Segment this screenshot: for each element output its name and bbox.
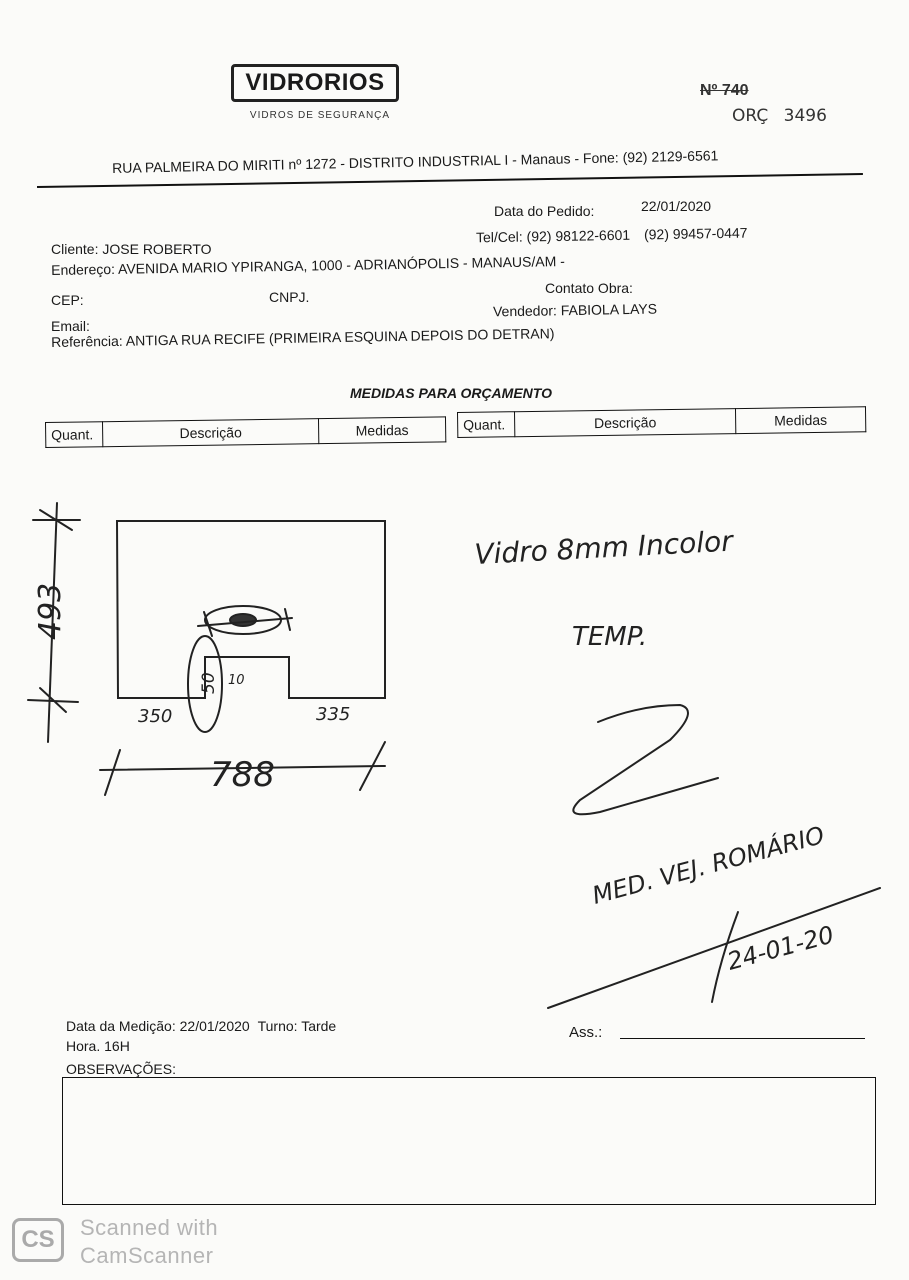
seller-value: FABIOLA LAYS — [560, 300, 658, 319]
time-field — [66, 1038, 130, 1054]
watermark-line-1: Scanned with — [80, 1215, 219, 1240]
document-number: Nº 740 — [700, 82, 749, 99]
cutout-small-value: 10 — [228, 673, 245, 688]
time-label: Hora. — [66, 1038, 101, 1054]
seller-label: Vendedor: — [492, 302, 557, 320]
address-value: AVENIDA MARIO YPIRANGA, 1000 - ADRIANÓPOLIS - MANAUS/AM - — [117, 253, 565, 277]
measure-date-value: 22/01/2020 — [179, 1018, 250, 1034]
phone-value-2: (92) 99457-0447 — [643, 224, 748, 243]
camscanner-watermark — [80, 1214, 218, 1270]
signature-line-field — [620, 1038, 865, 1039]
signature-label: Ass.: — [569, 1024, 603, 1041]
right-offset-value: 335 — [316, 704, 351, 725]
col-qty: Quant. — [46, 422, 103, 448]
phone-label: Tel/Cel: — [475, 228, 523, 246]
watermark-line-2: CamScanner — [80, 1243, 214, 1268]
shift-value: Tarde — [301, 1018, 337, 1034]
observations-label: OBSERVAÇÕES: — [66, 1061, 176, 1077]
strike-mark — [573, 705, 718, 814]
reference-value: ANTIGA RUA RECIFE (PRIMEIRA ESQUINA DEPOIS DO DETRAN) — [125, 325, 555, 349]
width-value: 788 — [210, 755, 275, 795]
cnpj-label: CNPJ. — [269, 289, 310, 305]
col-measures: Medidas — [318, 417, 445, 444]
height-tick-bottom — [28, 688, 78, 712]
logo-tagline: VIDROS DE SEGURANÇA — [249, 110, 391, 121]
note-tempered: TEMP. — [572, 622, 648, 652]
camscanner-logo: CS — [12, 1218, 64, 1262]
measure-date-field — [66, 1018, 336, 1034]
reference-label: Referência: — [51, 332, 123, 350]
hole-mark — [230, 614, 256, 626]
time-value: 16H — [104, 1038, 130, 1054]
height-value: 493 — [33, 582, 68, 640]
company-address: RUA PALMEIRA DO MIRITI nº 1272 - DISTRITO INDUSTRIAL I - Manaus - Fone: (92) 2129-6561 — [112, 147, 719, 176]
note-glass-spec: Vidro 8mm Incolor — [473, 524, 734, 571]
note-measured-by: MED. VEJ. ROMÁRIO — [589, 820, 828, 910]
col-measures: Medidas — [735, 407, 865, 434]
address-label: Endereço: — [51, 260, 116, 278]
client-label: Cliente: — [51, 241, 99, 257]
measure-date-label: Data da Medição: — [66, 1018, 176, 1034]
email-label: Email: — [51, 318, 90, 334]
glass-outline — [117, 521, 385, 698]
observations-box — [62, 1077, 876, 1205]
shift-label: Turno: — [257, 1018, 298, 1034]
col-qty: Quant. — [458, 412, 515, 438]
phone-value-1: (92) 98122-6601 — [526, 226, 631, 245]
col-description: Descrição — [103, 419, 319, 447]
order-date-value: 22/01/2020 — [641, 198, 712, 214]
note-signed-date: 24-01-20 — [724, 920, 837, 976]
hole-dimension-line — [198, 609, 292, 636]
company-logo: VIDRORIOS — [231, 64, 399, 102]
cutout-height-value: 50 — [199, 672, 219, 694]
width-tick-left — [105, 750, 120, 795]
budget-label: ORÇ — [732, 106, 769, 126]
col-description: Descrição — [515, 409, 736, 437]
budget-value: 3496 — [783, 106, 827, 126]
measures-title: MEDIDAS PARA ORÇAMENTO — [350, 385, 552, 401]
cep-label: CEP: — [51, 292, 84, 308]
site-contact-label: Contato Obra: — [545, 280, 633, 296]
order-date-label: Data do Pedido: — [494, 203, 595, 219]
left-offset-value: 350 — [138, 706, 173, 727]
client-value: JOSE ROBERTO — [102, 241, 212, 257]
